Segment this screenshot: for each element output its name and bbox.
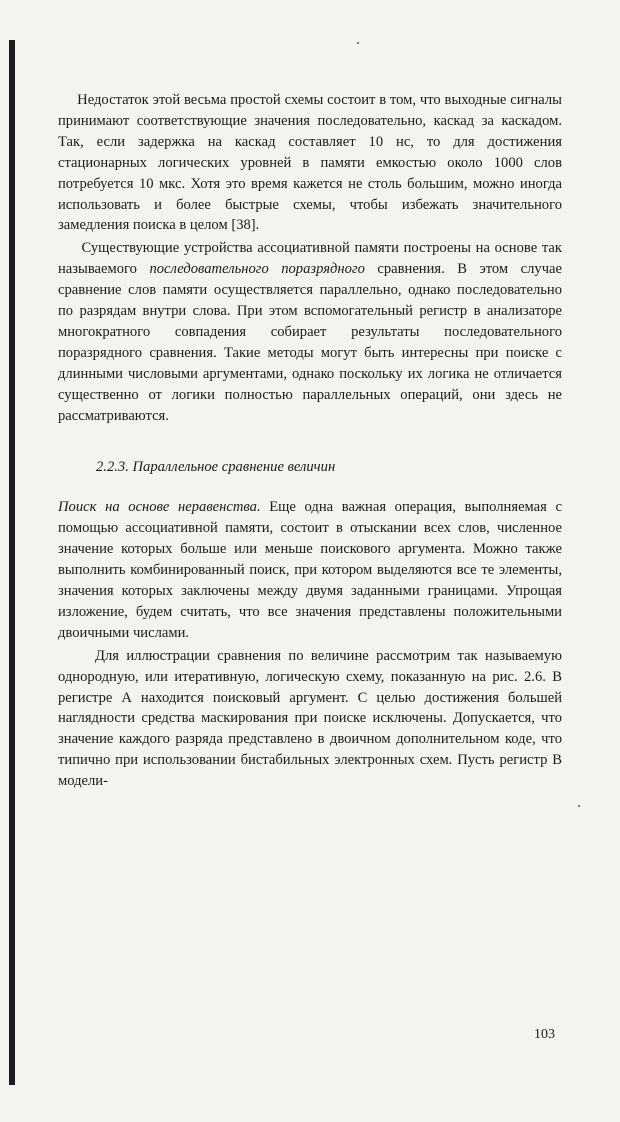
paragraph-3 — [58, 497, 562, 643]
page-binding-edge — [9, 40, 15, 1085]
paragraph-3-emphasis: Поиск на основе неравенства. — [58, 499, 261, 516]
paragraph-2-emphasis: последовательного поразрядного — [149, 261, 365, 278]
page-body — [58, 90, 562, 792]
paragraph-2 — [58, 238, 562, 426]
paragraph-2-start: Существующие устройства ассоциативной памяти построены на основе так называемого — [58, 240, 562, 278]
scan-speck — [578, 805, 580, 807]
paragraph-3-text: Еще одна важная операция, выполняемая с помощью ассоциативной памяти, состоит в отыскании всех слов, численное значение которых больше или меньше поискового аргумента. Можно также выполнить комбинированный поиск, при котором выделяются все те элементы, значения которых заключены между двумя заданными границами. Упрощая изложение, будем считать, что все значения представлены положительными двоичными числами. — [58, 499, 563, 641]
paragraph-2-end: сравнения. В этом случае сравнение слов памяти осуществляется параллельно, однако последовательно по разрядам внутри слова. При этом вспомогательный регистр в анализаторе многократного совпадения собирает результаты последовательного поразрядного сравнения. Такие методы могут быть интересны при поиске с длинными числовыми аргументами, однако поскольку их логика не отличается существенно от логики полностью параллельных операций, они здесь не рассматриваются. — [58, 261, 562, 424]
scan-speck — [357, 42, 359, 44]
section-heading: 2.2.3. Параллельное сравнение величин — [96, 458, 336, 475]
page-number: 103 — [534, 1027, 555, 1042]
paragraph-4-text: Для иллюстрации сравнения по величине рассмотрим так называемую однородную, или итеративную, логическую схему, показанную на рис. 2.6. В регистре А находится поисковый аргумент. С целью достижения большей наглядности средства маскирования при поиске исключены. Допускается, что значение каждого разряда представлено в двоичном дополнительном коде, что типично при использовании бистабильных электронных схем. Пусть регистр В модели- — [58, 647, 562, 790]
paragraph-1-text: Недостаток этой весьма простой схемы состоит в том, что выходные сигналы принимают соответствующие значения последовательно, каскад за каскадом. Так, если задержка на каскад составляет 10 нс, то для достижения стационарных логических уровней в памяти емкостью около 1000 слов потребуется 10 мкс. Хотя это время кажется не столь большим, можно иногда использовать и более быстрые схемы, чтобы избежать значительного замедления поиска в целом [38]. — [58, 92, 562, 234]
paragraph-4 — [58, 646, 562, 792]
paragraph-1 — [58, 90, 562, 236]
